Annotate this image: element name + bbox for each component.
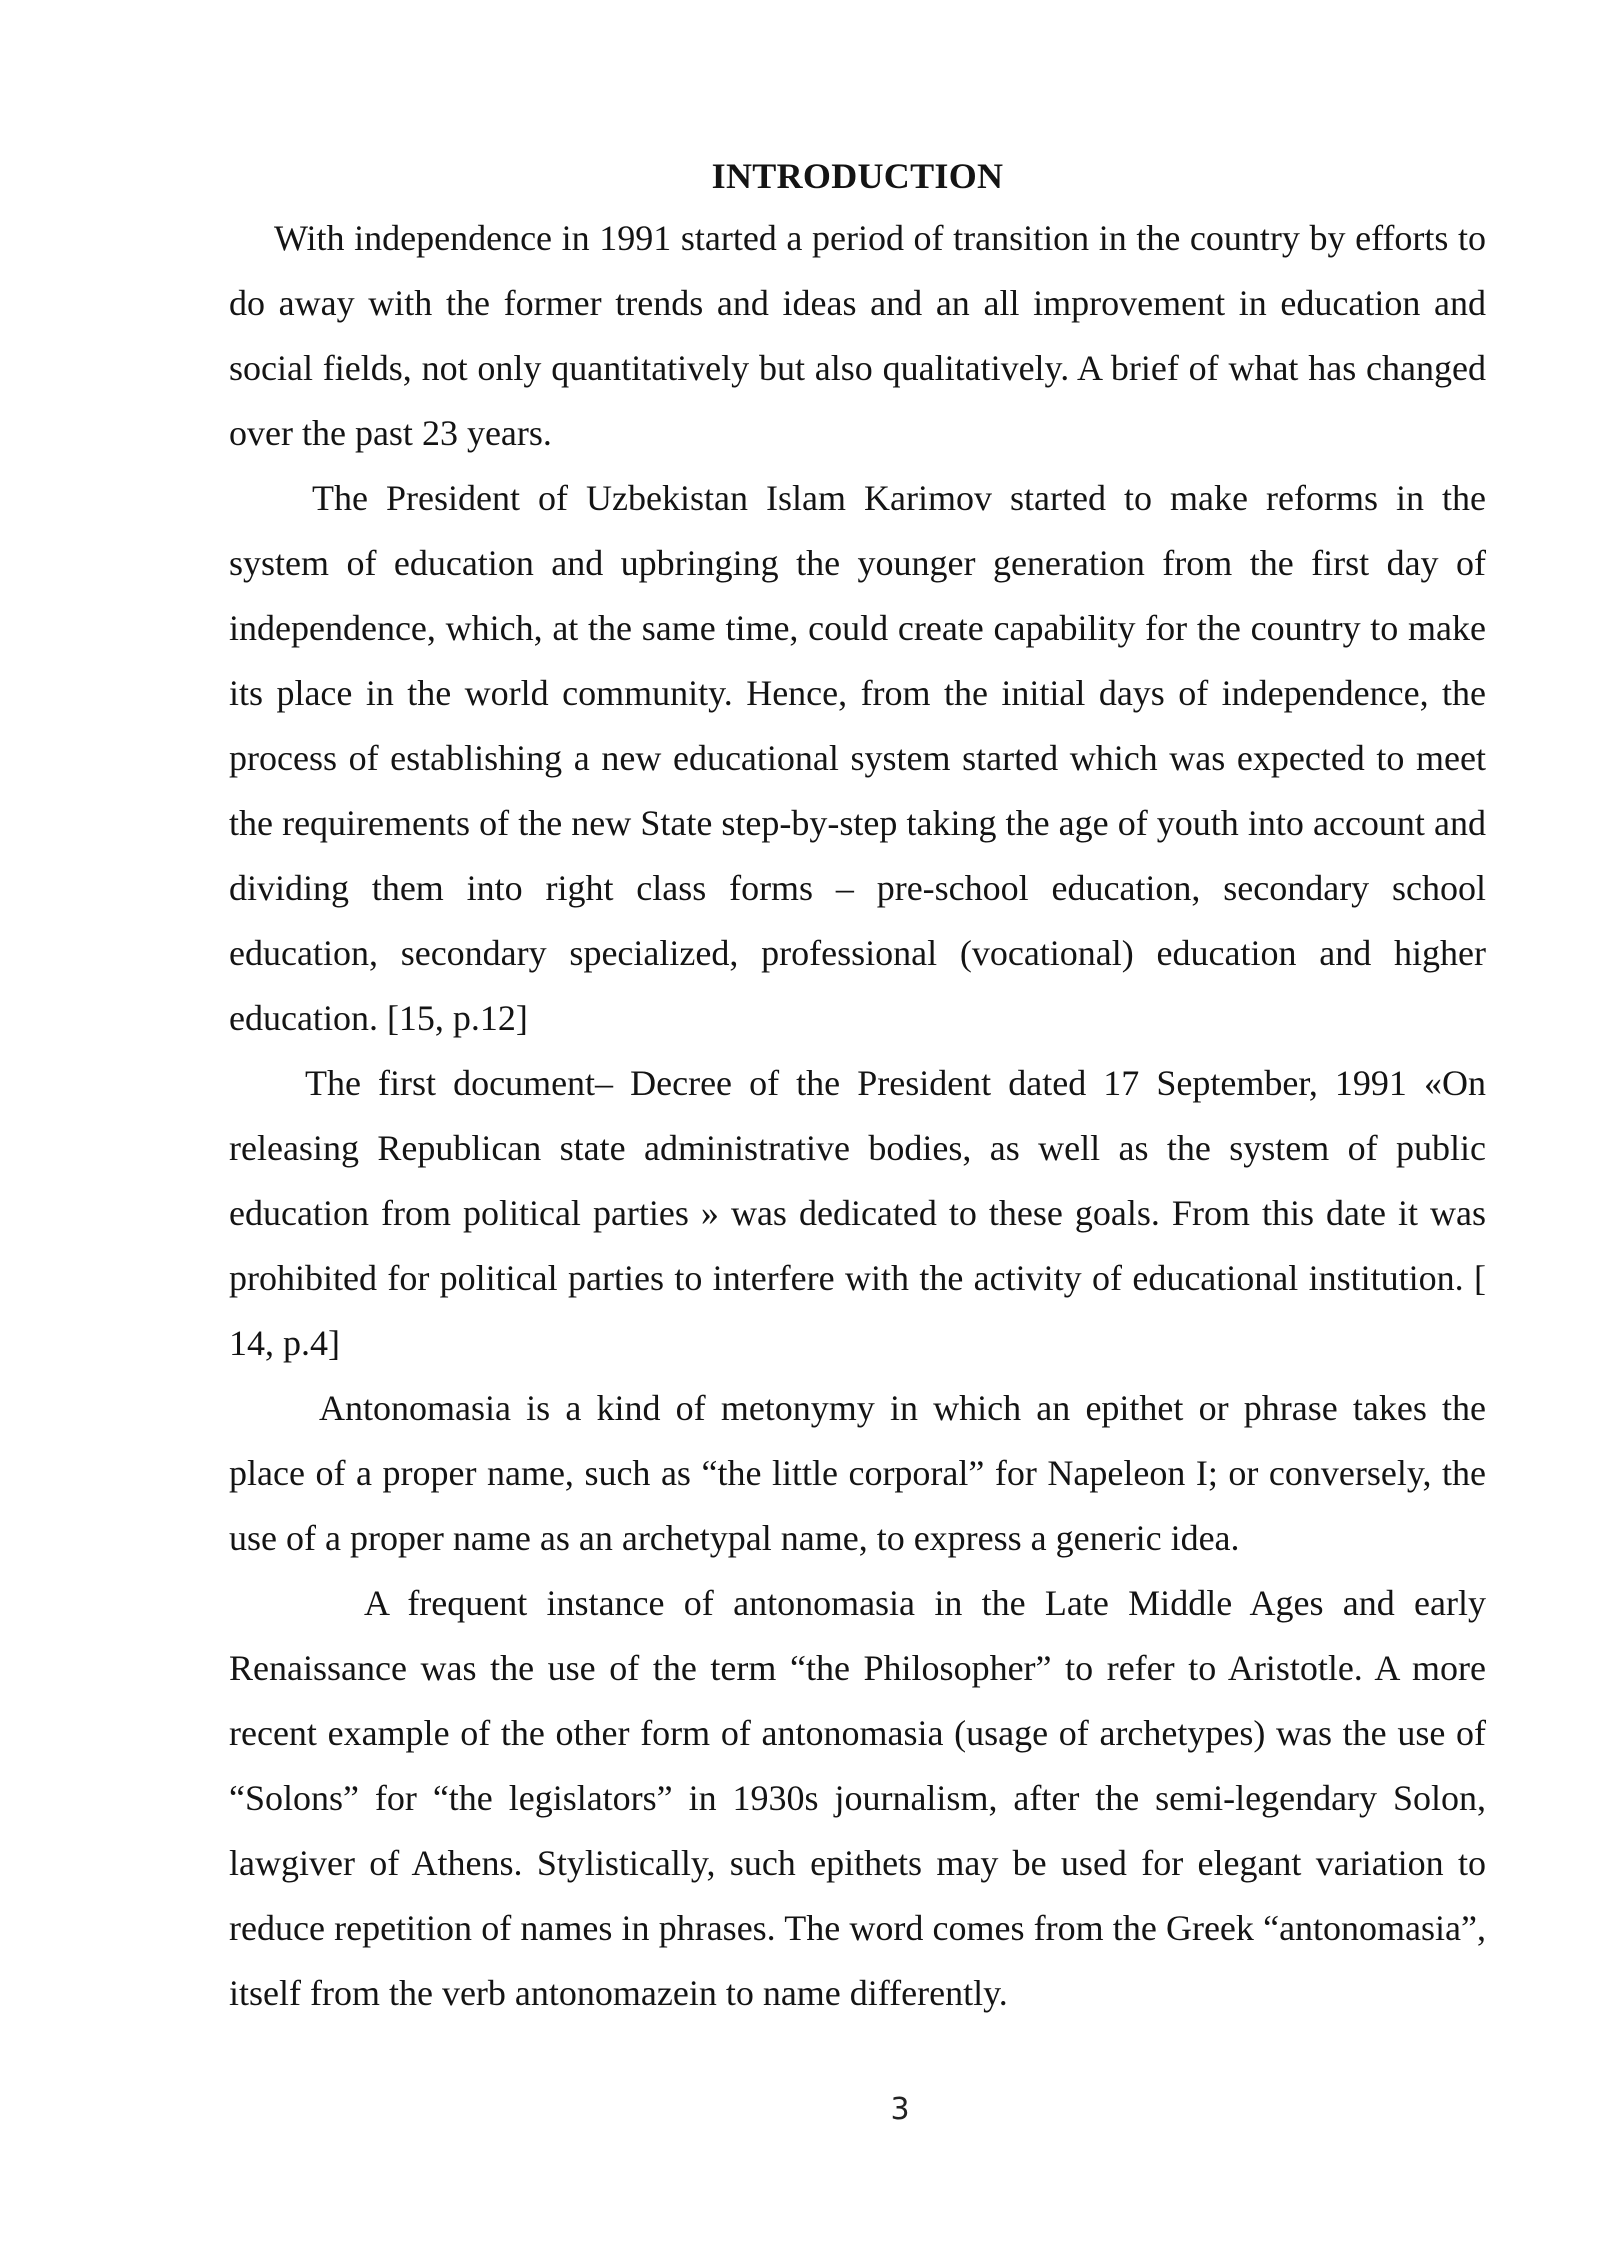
page-content bbox=[229, 146, 1486, 2026]
paragraph-first-decree: The first document– Decree of the President dated 17 September, 1991 «On releasing Republican state administrative bodies, as well as the system of public education from political parties » was dedicated to these goals. From this date it was prohibited for political parties to interfere with the activity of educational institution. [ 14, p.4] bbox=[229, 1063, 1486, 1363]
section-title: INTRODUCTION bbox=[711, 156, 1004, 196]
paragraph-antonomasia-definition: Antonomasia is a kind of metonymy in which an epithet or phrase takes the place of a proper name, such as “the little corporal” for Napeleon I; or conversely, the use of a proper name as an archetypal name, to express a generic idea. bbox=[229, 1388, 1486, 1558]
paragraph-education-reforms: The President of Uzbekistan Islam Karimov started to make reforms in the system of education and upbringing the younger generation from the first day of independence, which, at the same time, could create capability for the country to make its place in the world community. Hence, from the initial days of independence, the process of establishing a new educational system started which was expected to meet the requirements of the new State step-by-step taking the age of youth into account and dividing them into right class forms – pre-school education, secondary school education, secondary specialized, professional (vocational) education and higher education. [15, p.12] bbox=[229, 478, 1486, 1038]
paragraph-independence: With independence in 1991 started a period of transition in the country by efforts to do away with the former trends and ideas and an all improvement in education and social fields, not only quantitatively but also qualitatively. A brief of what has changed over the past 23 years. bbox=[229, 218, 1486, 453]
page-number: 3 bbox=[890, 2092, 910, 2127]
paragraph-antonomasia-examples: A frequent instance of antonomasia in the Late Middle Ages and early Renaissance was the use of the term “the Philosopher” to refer to Aristotle. A more recent example of the other form of antonomasia (usage of archetypes) was the use of “Solons” for “the legislators” in 1930s journalism, after the semi-legendary Solon, lawgiver of Athens. Stylistically, such epithets may be used for elegant variation to reduce repetition of names in phrases. The word comes from the Greek “antonomasia”, itself from the verb antonomazein to name differently. bbox=[229, 1583, 1486, 2013]
